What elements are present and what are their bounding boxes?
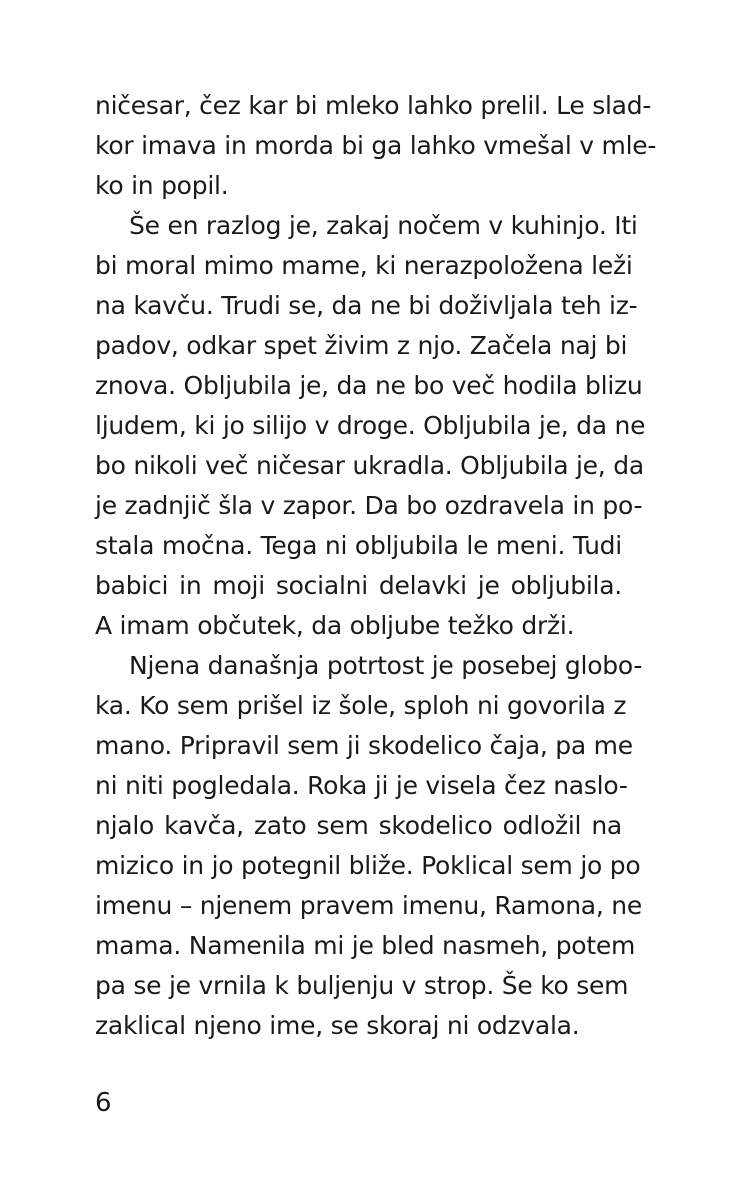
text-line: babici in moji socialni delavki je obljubila.	[95, 571, 622, 600]
text-line: njalo kavča, zato sem skodelico odložil na	[95, 811, 622, 840]
text-line: padov, odkar spet živim z njo. Začela naj bi	[95, 331, 628, 360]
text-line: bo nikoli več ničesar ukradla. Obljubila je, da	[95, 451, 644, 480]
text-line: ljudem, ki jo silijo v droge. Obljubila je, da ne	[95, 411, 646, 440]
text-line: imenu – njenem pravem imenu, Ramona, ne	[95, 891, 642, 920]
page-number: 6	[95, 1088, 112, 1118]
text-line: znova. Obljubila je, da ne bo več hodila blizu	[95, 371, 643, 400]
text-line: ničesar, čez kar bi mleko lahko prelil. Le slad-	[95, 91, 652, 120]
text-line: zaklical njeno ime, se skoraj ni odzvala.	[95, 1011, 580, 1040]
body-text	[95, 86, 657, 1046]
text-line: Njena današnja potrtost je posebej globo-	[129, 651, 643, 680]
text-line: ko in popil.	[95, 171, 229, 200]
text-line: je zadnjič šla v zapor. Da bo ozdravela in po-	[95, 491, 643, 520]
text-line: na kavču. Trudi se, da ne bi doživljala teh iz-	[95, 291, 638, 320]
text-line: Še en razlog je, zakaj nočem v kuhinjo. Iti	[129, 211, 638, 240]
text-line: ka. Ko sem prišel iz šole, sploh ni govorila z	[95, 691, 627, 720]
text-line: kor imava in morda bi ga lahko vmešal v mle-	[95, 131, 657, 160]
text-line: ni niti pogledala. Roka ji je visela čez naslo-	[95, 771, 628, 800]
text-line: mano. Pripravil sem ji skodelico čaja, pa me	[95, 731, 633, 760]
text-line: mama. Namenila mi je bled nasmeh, potem	[95, 931, 636, 960]
text-line: pa se je vrnila k buljenju v strop. Še ko sem	[95, 971, 629, 1000]
text-line: stala močna. Tega ni obljubila le meni. Tudi	[95, 531, 622, 560]
text-line: mizico in jo potegnil bliže. Poklical sem jo po	[95, 851, 641, 880]
text-line: bi moral mimo mame, ki nerazpoložena leži	[95, 251, 633, 280]
text-line: A imam občutek, da obljube težko drži.	[95, 611, 575, 640]
